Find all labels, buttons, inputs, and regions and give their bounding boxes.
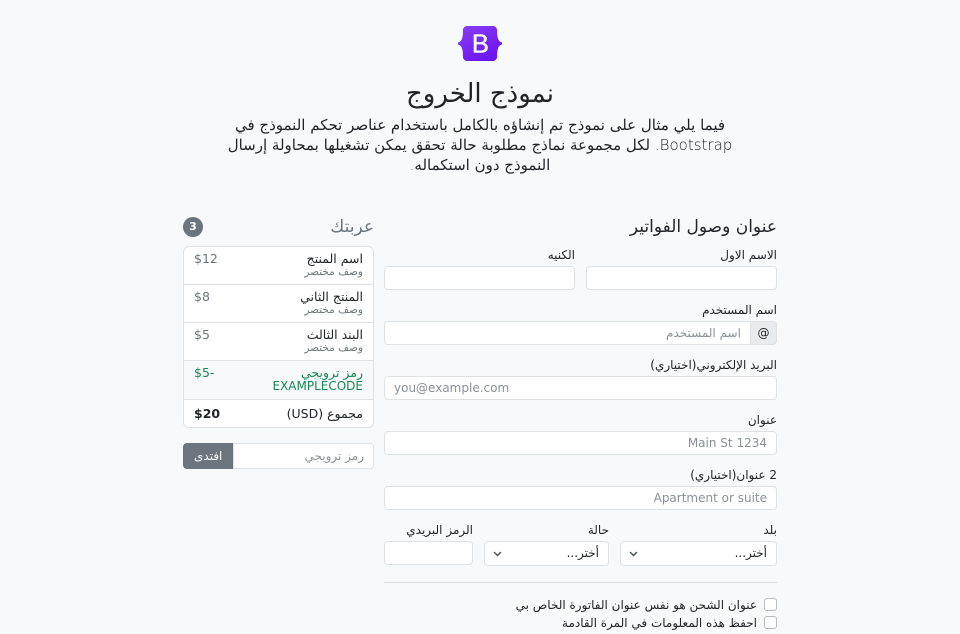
promo-item-text bbox=[272, 366, 363, 393]
state-select-value: أختر... bbox=[566, 546, 599, 561]
total-label: مجموع (USD) bbox=[286, 405, 363, 421]
total-price: $20 bbox=[194, 405, 221, 421]
email-group bbox=[384, 358, 777, 400]
chevron-down-icon bbox=[493, 551, 502, 557]
country-select[interactable] bbox=[620, 541, 777, 566]
region-fields-row bbox=[384, 523, 777, 566]
email-field[interactable] bbox=[384, 376, 777, 400]
promo-code-input[interactable] bbox=[233, 443, 374, 469]
cart-count-badge: 3 bbox=[183, 217, 203, 237]
address-field[interactable] bbox=[384, 431, 777, 455]
last-name-field[interactable] bbox=[384, 266, 575, 290]
item-price: $12 bbox=[194, 250, 218, 266]
page-header bbox=[183, 0, 777, 176]
item-name: اسم المنتج bbox=[306, 250, 363, 266]
item-name: المنتج الثاني bbox=[300, 288, 363, 304]
page-title: نموذج الخروج bbox=[406, 79, 554, 109]
address-group bbox=[384, 413, 777, 455]
promo-code-value: EXAMPLECODE bbox=[272, 378, 363, 393]
same-address-label: عنوان الشحن هو نفس عنوان الفاتورة الخاص بي bbox=[515, 597, 757, 612]
cart-title: عربتك bbox=[330, 216, 374, 237]
promo-item-name: رمز ترويجي bbox=[301, 364, 363, 380]
username-group bbox=[384, 303, 777, 345]
address2-group bbox=[384, 468, 777, 510]
bootstrap-logo[interactable] bbox=[458, 26, 502, 61]
name-fields-row bbox=[384, 248, 777, 290]
state-select[interactable] bbox=[484, 541, 609, 566]
redeem-button[interactable]: افتدى bbox=[183, 443, 233, 469]
username-input-group bbox=[384, 321, 777, 345]
divider bbox=[384, 582, 777, 583]
country-select-value: أختر... bbox=[734, 546, 767, 561]
save-info-check-row bbox=[384, 616, 777, 630]
state-group bbox=[484, 523, 609, 566]
last-name-label: الكنيه bbox=[547, 247, 575, 262]
checkout-page bbox=[183, 0, 777, 634]
same-address-checkbox[interactable] bbox=[764, 598, 777, 611]
billing-title: عنوان وصول الفواتير bbox=[629, 216, 777, 237]
cart-header bbox=[183, 217, 374, 237]
state-label: حالة bbox=[587, 522, 609, 537]
country-group bbox=[620, 523, 777, 566]
last-name-group bbox=[384, 248, 575, 290]
cart-item-text bbox=[304, 328, 363, 354]
first-name-label: الاسم الاول bbox=[720, 247, 777, 262]
first-name-group bbox=[586, 248, 777, 290]
first-name-field[interactable] bbox=[586, 266, 777, 290]
cart-total-row bbox=[184, 399, 373, 427]
promo-discount: -$5 bbox=[194, 364, 215, 380]
item-price: $8 bbox=[194, 288, 210, 304]
email-label: البريد الإلكتروني(اختياري) bbox=[650, 357, 777, 372]
cart-item bbox=[184, 322, 373, 360]
item-price: $5 bbox=[194, 326, 210, 342]
zip-field[interactable] bbox=[384, 541, 473, 565]
address2-label: 2 عنوان(اختياري) bbox=[690, 467, 777, 482]
save-info-label: احفظ هذه المعلومات في المرة القادمة bbox=[562, 615, 757, 630]
chevron-down-icon bbox=[629, 551, 638, 557]
main-row bbox=[183, 217, 777, 634]
address2-field[interactable] bbox=[384, 486, 777, 510]
bootstrap-logo-icon bbox=[458, 26, 502, 61]
address-label: عنوان bbox=[747, 412, 777, 427]
zip-label: الرمز البريدي bbox=[406, 522, 473, 537]
promo-code-item bbox=[184, 360, 373, 399]
item-name: البند الثالث bbox=[306, 326, 363, 342]
cart-item-text bbox=[300, 290, 363, 316]
page-description: فيما يلي مثال على نموذج تم إنشاؤه بالكامل باستخدام عناصر تحكم النموذج في Bootstrap. لكل مجموعة نماذج مطلوبة حالة تحقق يمكن تشغيلها بمحاولة إرسال النموذج دون استكماله. bbox=[227, 116, 733, 174]
cart-list bbox=[183, 246, 374, 428]
item-description: وصف مختصر bbox=[304, 265, 363, 278]
at-sign-addon: @ bbox=[750, 321, 777, 345]
item-description: وصف مختصر bbox=[304, 303, 363, 316]
country-label: بلد bbox=[763, 522, 777, 537]
billing-form bbox=[384, 217, 777, 634]
username-field[interactable] bbox=[384, 321, 750, 345]
cart-item bbox=[184, 284, 373, 322]
item-description: وصف مختصر bbox=[304, 341, 363, 354]
save-info-checkbox[interactable] bbox=[764, 616, 777, 629]
cart-item-text bbox=[304, 252, 363, 278]
promo-code-form bbox=[183, 443, 374, 469]
username-label: اسم المستخدم bbox=[702, 302, 777, 317]
cart-panel bbox=[183, 217, 374, 634]
cart-item bbox=[184, 247, 373, 284]
zip-group bbox=[384, 523, 473, 566]
